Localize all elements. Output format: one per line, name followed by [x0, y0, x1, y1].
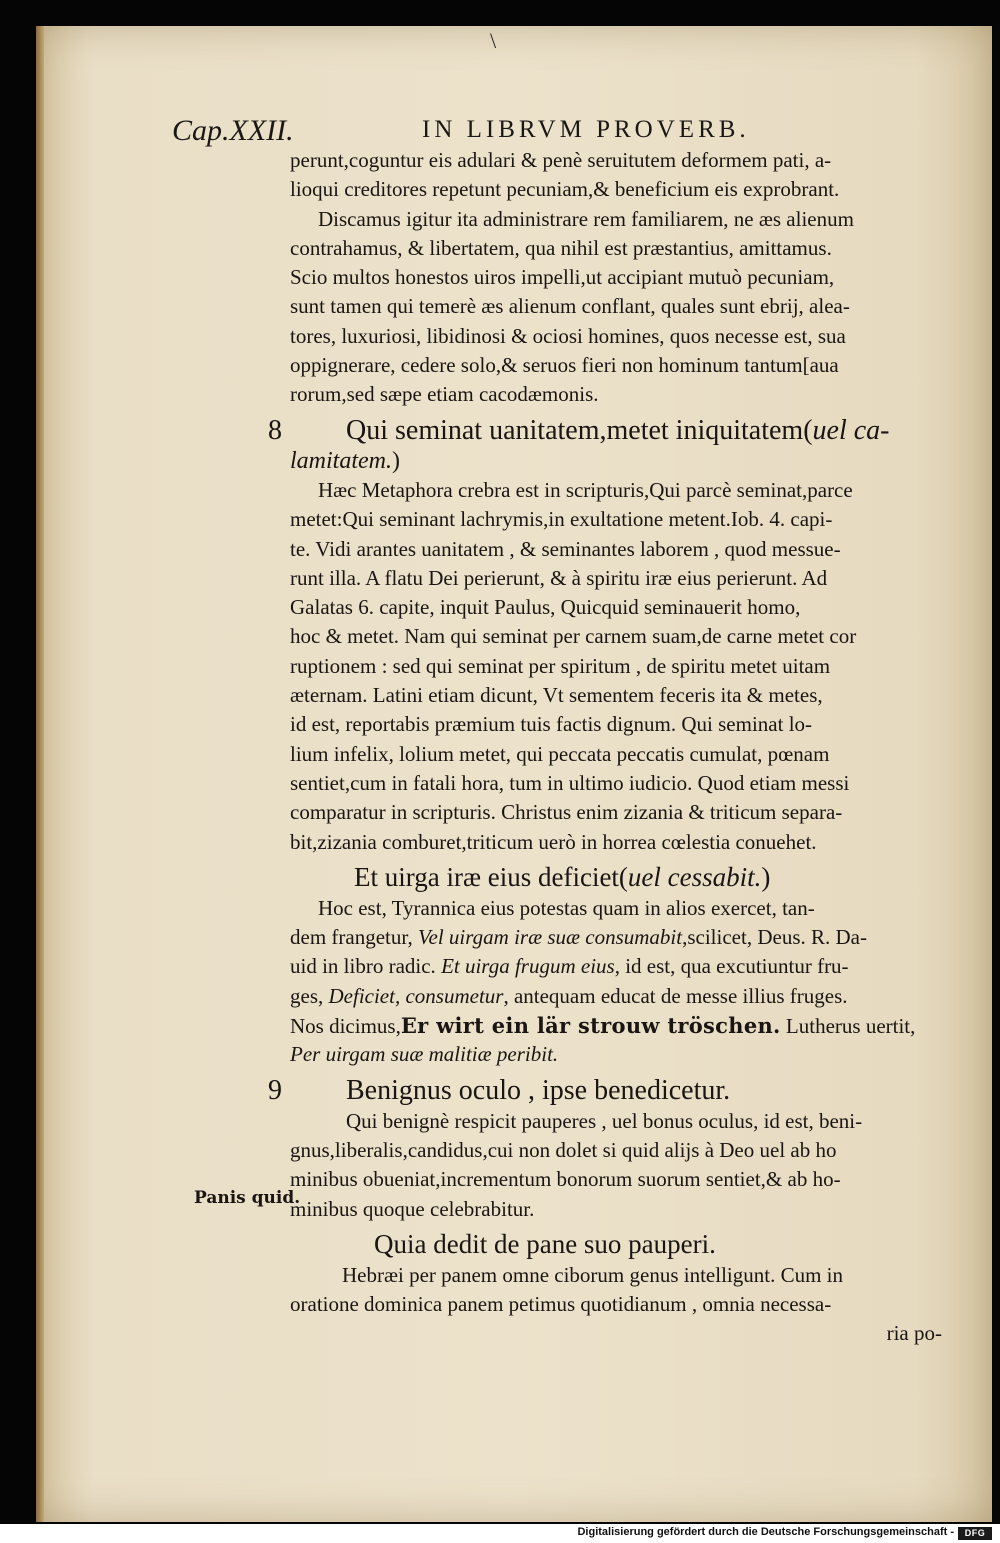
italic-quote: Deficiet, consumetur [328, 983, 504, 1008]
text-line: minibus quoque celebrabitur. [290, 1196, 535, 1221]
text-line: bit,zizania comburet,triticum uerò in horrea cœlestia conuehet. [290, 829, 817, 854]
verse-text: Benignus oculo , ipse benedicetur. [346, 1074, 731, 1106]
text-line: runt illa. A flatu Dei perierunt, & à spiritu iræ eius perierunt. Ad [290, 565, 828, 590]
verse-alt-reading: uel ca- [812, 414, 890, 446]
text-line: tores, luxuriosi, libidinosi & ociosi homines, quos necesse est, sua [290, 323, 846, 348]
text-line: Scio multos honestos uiros impelli,ut accipiant mutuò pecuniam, [290, 265, 835, 290]
text-line: Hæc Metaphora crebra est in scripturis,Qui parcè seminat,parce [318, 477, 853, 502]
lemma-heading-panis: Quia dedit de pane suo pauperi. [374, 1228, 716, 1259]
verse-8 [268, 414, 950, 447]
german-blackletter: Er wirt ein lär strouw tröschen. [400, 1013, 781, 1039]
text-line: sunt tamen qui temerè æs alienum conflant, quales sunt ebrij, alea- [290, 294, 850, 319]
verse-continuation [290, 447, 950, 476]
text-span: uid in libro radic. [290, 954, 442, 979]
text-line: oratione dominica panem petimus quotidianum , omnia necessa- [290, 1292, 832, 1317]
text-line: perunt,coguntur eis adulari & penè seruitutem deformem pati, a- [290, 148, 832, 172]
text-line: lioqui creditores repetunt pecuniam,& beneficium eis exprobrant. [290, 177, 840, 202]
dfg-logo: DFG [958, 1527, 992, 1540]
text-line: ruptionem : sed qui seminat per spiritum , de spiritu metet uitam [290, 653, 831, 678]
text-span: ,scilicet, Deus. R. Da- [682, 925, 867, 950]
text-line: Hebræi per panem omne ciborum genus intelligunt. Cum in [342, 1262, 843, 1287]
text-line: minibus obueniat,incrementum bonorum suorum sentiet,& ab ho- [290, 1167, 841, 1192]
text-span: , antequam educat de messe illius fruges. [503, 983, 848, 1008]
text-line [290, 923, 950, 952]
verse-9 [268, 1074, 950, 1107]
text-span: Nos dicimus, [290, 1014, 401, 1039]
text-line: Qui benignè respicit pauperes , uel bonus oculus, id est, beni- [346, 1108, 863, 1133]
text-line: Hoc est, Tyrannica eius potestas quam in alios exercet, tan- [318, 895, 815, 920]
text-line: lium infelix, lolium metet, qui peccata peccatis cumulat, pœnam [290, 741, 830, 766]
running-title: IN LIBRVM PROVERB. [422, 116, 750, 143]
footer-credit: Digitalisierung gefördert durch die Deutsche Forschungsgemeinschaft - [577, 1526, 954, 1538]
margin-scratch-mark: \ [490, 28, 497, 53]
verse-text: Qui seminat uanitatem,metet iniquitatem( [346, 414, 813, 446]
margin-note: Panis quid. [194, 1188, 301, 1208]
text-line: oppignerare, cedere solo,& seruos fieri non hominum tantum[aua [290, 353, 839, 378]
text-line: æternam. Latini etiam dicunt, Vt sementem feceris ita & metes, [290, 683, 823, 708]
italic-quote: Et uirga frugum eius [441, 954, 615, 979]
text-line: Per uirgam suæ malitiæ peribit. [290, 1042, 559, 1067]
verse-number: 8 [268, 414, 282, 446]
text-span: ges, [290, 983, 329, 1008]
text-line: id est, reportabis præmium tuis factis dignum. Qui seminat lo- [290, 712, 813, 737]
text-line [290, 1011, 950, 1040]
verse-alt-reading-cont: lamitatem. [290, 447, 392, 474]
text-span: Lutherus uertit, [780, 1014, 916, 1039]
text-line: hoc & metet. Nam qui seminat per carnem suam,de carne metet cor [290, 624, 857, 649]
catchword: ria po- [886, 1321, 942, 1346]
text-line: comparatur in scripturis. Christus enim zizania & triticum separa- [290, 800, 843, 825]
lemma-close-paren: ) [761, 861, 771, 892]
lemma-alt-reading: uel cessabit. [627, 861, 762, 892]
text-line: Discamus igitur ita administrare rem familiarem, ne æs alienum [318, 206, 854, 231]
text-line: contrahamus, & libertatem, qua nihil est præstantius, amittamus. [290, 235, 832, 260]
text-line: metet:Qui seminant lachrymis,in exultatione metent.Iob. 4. capi- [290, 507, 833, 532]
text-line: Galatas 6. capite, inquit Paulus, Quicquid seminauerit homo, [290, 595, 801, 620]
text-line: rorum,sed sæpe etiam cacodæmonis. [290, 382, 599, 407]
text-line: gnus,liberalis,candidus,cui non dolet si quid alijs à Deo uel ab ho [290, 1137, 837, 1162]
text-span: dem frangetur, [290, 925, 419, 950]
italic-quote: Vel uirgam iræ suæ consumabit [418, 925, 683, 950]
text-line [290, 982, 950, 1011]
text-line [290, 952, 950, 981]
lemma-text: Et uirga iræ eius deficiet( [354, 861, 628, 892]
lemma-heading-virga [290, 861, 950, 894]
text-line: sentiet,cum in fatali hora, tum in ultimo iudicio. Quod etiam messi [290, 770, 850, 795]
text-span: , id est, qua excutiuntur fru- [614, 954, 849, 979]
page-body [268, 146, 950, 1349]
chapter-label: Cap.XXII. [172, 114, 294, 147]
page-binding-edge [36, 26, 44, 1522]
verse-close-paren: ) [392, 447, 400, 474]
verse-number: 9 [268, 1074, 282, 1106]
text-line: te. Vidi arantes uanitatem , & seminantes laborem , quod messue- [290, 536, 841, 561]
